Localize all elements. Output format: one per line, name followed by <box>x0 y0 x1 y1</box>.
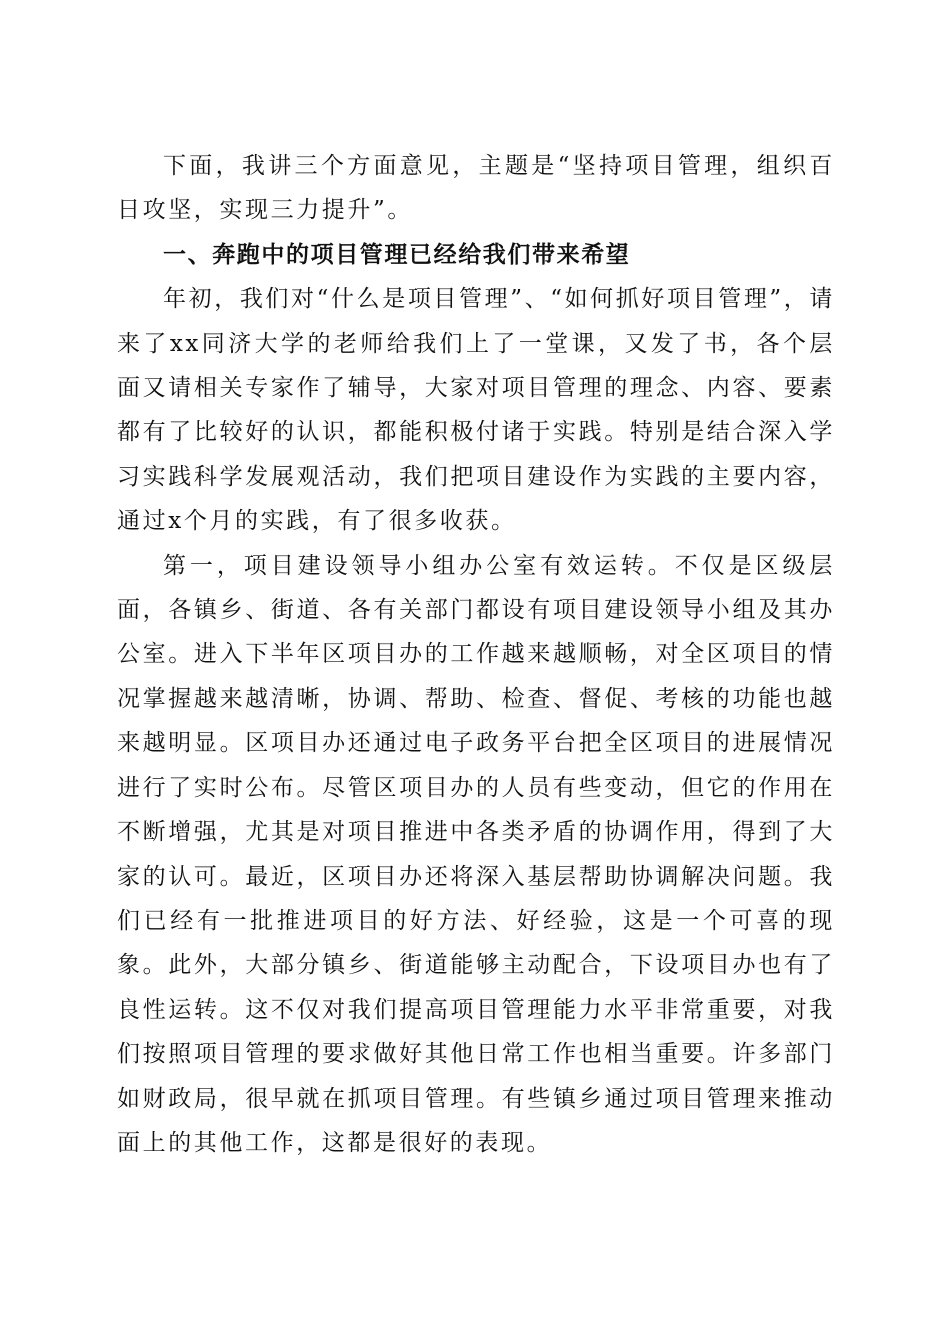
body-paragraph-2: 第一，项目建设领导小组办公室有效运转。不仅是区级层面，各镇乡、街道、各有关部门都设有项目建设领导小组及其办公室。进入下半年区项目办的工作越来越顺畅，对全区项目的情况掌握越来越清晰，协调、帮助、检查、督促、考核的功能也越来越明显。区项目办还通过电子政务平台把全区项目的进展情况进行了实时公布。尽管区项目办的人员有些变动，但它的作用在不断增强，尤其是对项目推进中各类矛盾的协调作用，得到了大家的认可。最近，区项目办还将深入基层帮助协调解决问题。我们已经有一批推进项目的好方法、好经验，这是一个可喜的现象。此外，大部分镇乡、街道能够主动配合，下设项目办也有了良性运转。这不仅对我们提高项目管理能力水平非常重要，对我们按照项目管理的要求做好其他日常工作也相当重要。许多部门如财政局，很早就在抓项目管理。有些镇乡通过项目管理来推动面上的其他工作，这都是很好的表现。 <box>117 552 835 1156</box>
intro-paragraph: 下面，我讲三个方面意见，主题是“坚持项目管理，组织百日攻坚，实现三力提升”。 <box>117 153 835 224</box>
section-heading: 一、奔跑中的项目管理已经给我们带来希望 <box>163 241 631 268</box>
document-body <box>117 144 835 1165</box>
body-paragraph-1: 年初，我们对“什么是项目管理”、“如何抓好项目管理”，请来了xx同济大学的老师给我们上了一堂课，又发了书，各个层面又请相关专家作了辅导，大家对项目管理的理念、内容、要素都有了比较好的认识，都能积极付诸于实践。特别是结合深入学习实践科学发展观活动，我们把项目建设作为实践的主要内容，通过x个月的实践，有了很多收获。 <box>117 286 835 535</box>
